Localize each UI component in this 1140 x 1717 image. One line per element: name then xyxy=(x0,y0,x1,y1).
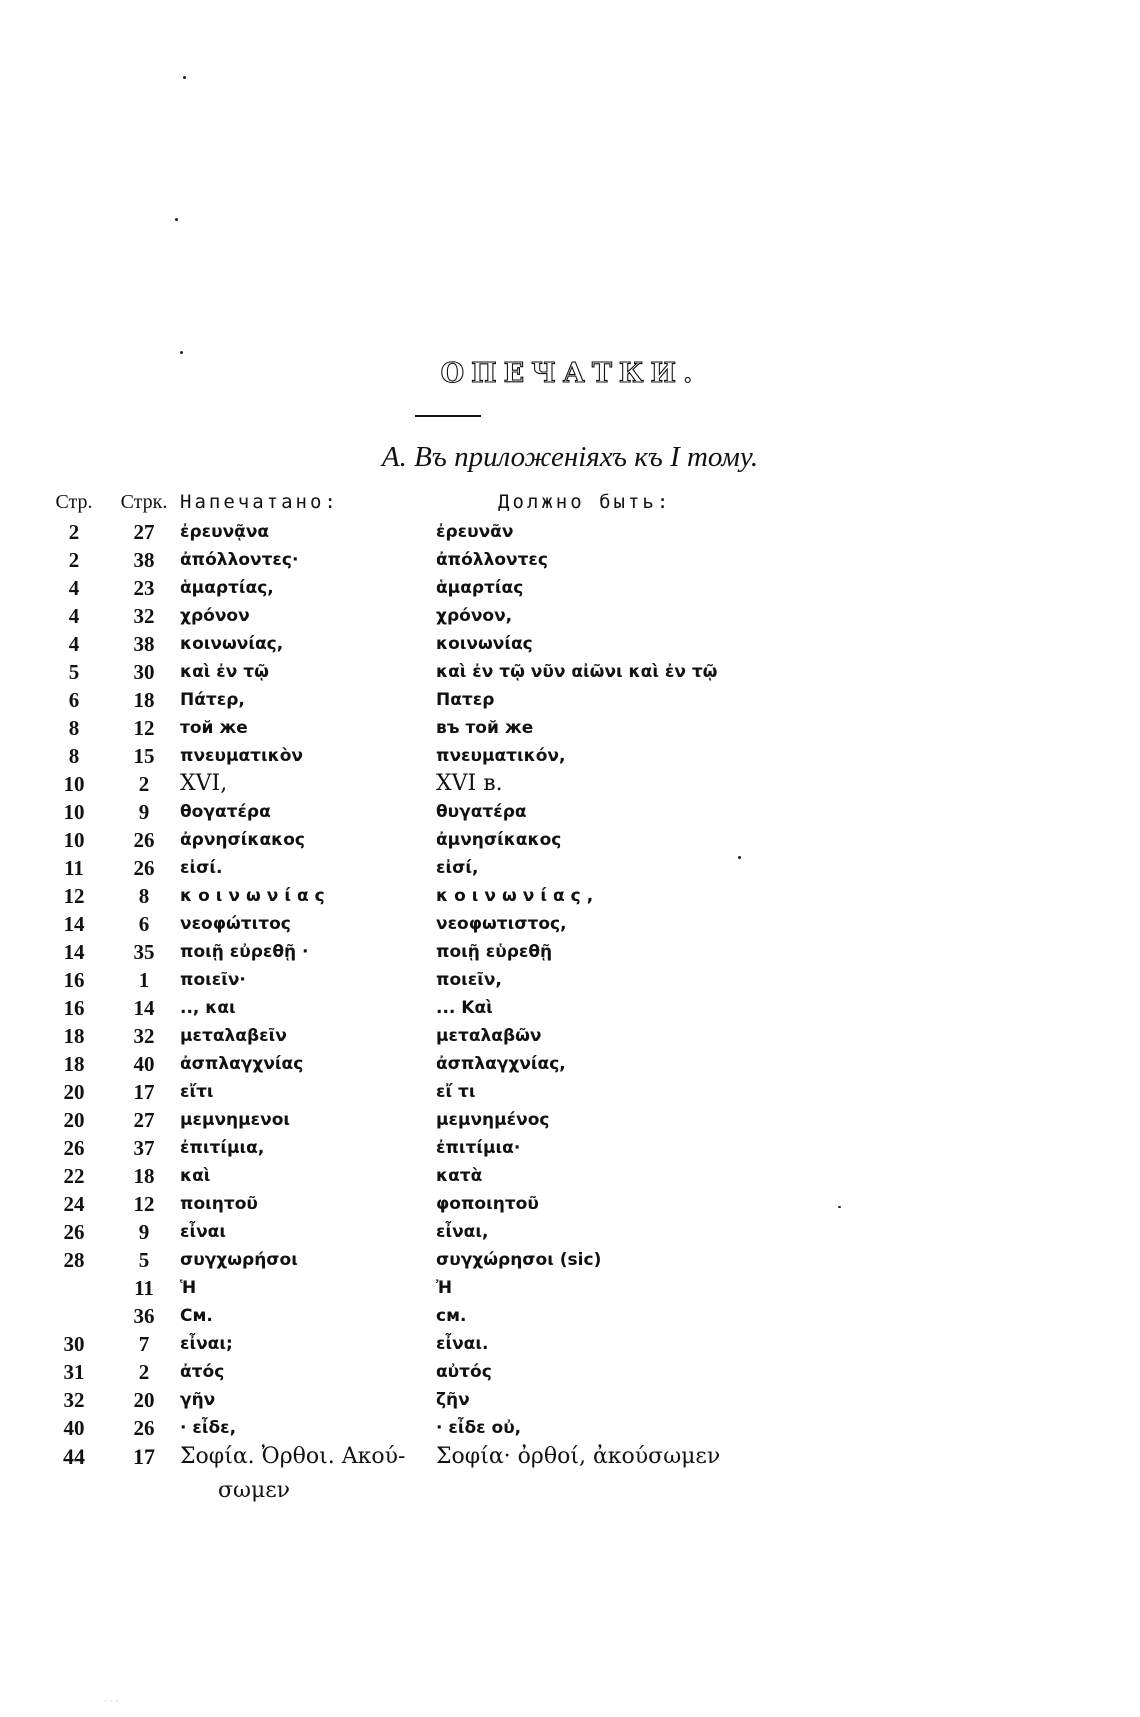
correct-text: въ той же xyxy=(436,718,534,738)
printed-text: συγχωρήσοι xyxy=(180,1250,298,1270)
correct-text: μεταλαβῶν xyxy=(436,1026,542,1046)
printed-text: ἀπόλλοντες· xyxy=(180,550,299,570)
correct-text: πνευματικόν, xyxy=(436,746,566,766)
page-number: 30 xyxy=(63,1332,85,1356)
line-number: 1 xyxy=(138,968,150,992)
errata-table xyxy=(40,487,796,1472)
page-number: 40 xyxy=(63,1416,85,1440)
printed-text: той же xyxy=(180,718,248,738)
errata-row xyxy=(40,742,796,770)
printed-text: χρόνον xyxy=(180,606,250,626)
correct-text: ... Καὶ xyxy=(436,998,493,1018)
page-number: 18 xyxy=(63,1052,85,1076)
correct-text: ἐρευνᾶν xyxy=(436,522,514,542)
errata-header-row xyxy=(40,487,796,518)
column-header-correct: Должно быть: xyxy=(498,491,672,513)
page-number: 20 xyxy=(63,1108,85,1132)
line-number: 27 xyxy=(133,1108,155,1132)
line-number: 11 xyxy=(134,1276,154,1300)
page-number: 26 xyxy=(63,1136,85,1160)
errata-row xyxy=(40,882,796,910)
footer-mark: · · · xyxy=(104,1697,119,1707)
page-number: 24 xyxy=(63,1192,85,1216)
printed-text: XVI, xyxy=(180,771,228,796)
correct-text: συγχώρησοι (sic) xyxy=(436,1250,602,1270)
correct-text: · εἶδε οὐ, xyxy=(436,1418,522,1438)
printed-text: μεταλαβεῖν xyxy=(180,1026,287,1046)
line-number: 9 xyxy=(138,800,150,824)
printed-text: εἴτι xyxy=(180,1082,214,1102)
errata-row xyxy=(40,518,796,546)
correct-text: μεμνημένος xyxy=(436,1110,550,1130)
line-number: 32 xyxy=(133,604,155,628)
printed-text: καὶ xyxy=(180,1166,211,1186)
errata-row xyxy=(40,1330,796,1358)
correct-text: κοινωνίας xyxy=(436,634,533,654)
line-number: 12 xyxy=(133,716,155,740)
line-number: 2 xyxy=(138,1360,150,1384)
page-number: 16 xyxy=(63,996,85,1020)
correct-text: ἁμαρτίας xyxy=(436,578,524,598)
printed-text: Ἡ xyxy=(180,1278,197,1298)
page-number: 6 xyxy=(68,688,80,712)
page-number: 32 xyxy=(63,1388,85,1412)
errata-row xyxy=(40,1022,796,1050)
line-number: 12 xyxy=(133,1192,155,1216)
printed-text: μεμνημενοι xyxy=(180,1110,291,1130)
page-number: 26 xyxy=(63,1220,85,1244)
page-number: 4 xyxy=(68,604,80,628)
line-number: 14 xyxy=(133,996,155,1020)
line-number: 2 xyxy=(138,772,150,796)
column-header-line: Стрк. xyxy=(120,491,168,513)
printed-text: См. xyxy=(180,1306,213,1326)
ink-speck xyxy=(175,218,178,221)
line-number: 15 xyxy=(133,744,155,768)
printed-text: ποιεῖν· xyxy=(180,970,246,990)
correct-text: καὶ ἐν τῷ νῦν αἰῶνι καὶ ἐν τῷ xyxy=(436,662,718,682)
correct-text: ἀπόλλοντες xyxy=(436,550,548,570)
ink-speck xyxy=(180,351,183,354)
errata-row xyxy=(40,1386,796,1414)
page-number: 14 xyxy=(63,912,85,936)
correct-text: ποιῇ εὑρεθῇ xyxy=(436,942,553,962)
errata-row-last xyxy=(40,1442,796,1472)
title-divider xyxy=(415,415,481,417)
page-number: 28 xyxy=(63,1248,85,1272)
correct-text: Πατερ xyxy=(436,690,495,710)
line-number: 27 xyxy=(133,520,155,544)
page-number: 8 xyxy=(68,744,80,768)
page-number: 20 xyxy=(63,1080,85,1104)
errata-row xyxy=(40,1218,796,1246)
correct-text: XVI в. xyxy=(436,771,503,796)
errata-row xyxy=(40,1050,796,1078)
printed-text: γῆν xyxy=(180,1390,216,1410)
line-number: 26 xyxy=(133,828,155,852)
page-number: 44 xyxy=(63,1444,85,1469)
line-number: 30 xyxy=(133,660,155,684)
page-number: 10 xyxy=(63,828,85,852)
line-number: 20 xyxy=(133,1388,155,1412)
printed-text: ποιητοῦ xyxy=(180,1194,258,1214)
errata-table-body xyxy=(40,487,796,1472)
line-number: 18 xyxy=(133,688,155,712)
line-number: 9 xyxy=(138,1220,150,1244)
printed-text: ἐπιτίμια, xyxy=(180,1138,265,1158)
errata-row xyxy=(40,994,796,1022)
page-number: 14 xyxy=(63,940,85,964)
line-number: 7 xyxy=(138,1332,150,1356)
line-number: 17 xyxy=(133,1080,155,1104)
errata-row xyxy=(40,798,796,826)
errata-row xyxy=(40,1190,796,1218)
printed-continuation: σωμεν xyxy=(218,1478,291,1503)
printed-text: ποιῇ εὐρεθῇ · xyxy=(180,942,309,962)
printed-text: πνευματικὸν xyxy=(180,746,303,766)
printed-text: ἁμαρτίας, xyxy=(180,578,274,598)
correct-text: χρόνον, xyxy=(436,606,513,626)
page-title: ОПЕЧАТКИ. xyxy=(440,358,700,389)
page-number: 2 xyxy=(68,520,80,544)
correct-text: θυγατέρα xyxy=(436,802,527,822)
correct-text: αὐτός xyxy=(436,1362,492,1382)
printed-text: Πάτερ, xyxy=(180,690,245,710)
page-number: 31 xyxy=(63,1360,85,1384)
page-number: 4 xyxy=(68,632,80,656)
errata-row xyxy=(40,1078,796,1106)
printed-text: ἀτός xyxy=(180,1362,225,1382)
page-number xyxy=(40,1274,108,1302)
line-number: 32 xyxy=(133,1024,155,1048)
page-number: 18 xyxy=(63,1024,85,1048)
errata-row xyxy=(40,574,796,602)
printed-text: εἰσί. xyxy=(180,858,223,878)
errata-row xyxy=(40,854,796,882)
line-number: 8 xyxy=(138,884,150,908)
errata-row xyxy=(40,1414,796,1442)
printed-text: κοινωνίας xyxy=(180,886,331,906)
printed-text: καὶ ἐν τῷ xyxy=(180,662,269,682)
printed-text: · εἶδε, xyxy=(180,1418,237,1438)
page-number: 10 xyxy=(63,772,85,796)
page-number xyxy=(40,1302,108,1330)
errata-row xyxy=(40,1162,796,1190)
printed-text: κοινωνίας, xyxy=(180,634,284,654)
printed-text: εἶναι xyxy=(180,1222,226,1242)
printed-text: ἀσπλαγχνίας xyxy=(180,1054,304,1074)
correct-text: εἰσί, xyxy=(436,858,479,878)
errata-row xyxy=(40,1302,796,1330)
line-number: 6 xyxy=(138,912,150,936)
errata-row xyxy=(40,770,796,798)
correct-text: εἶναι, xyxy=(436,1222,489,1242)
correct-text: νεοφωτιστος, xyxy=(436,914,567,934)
page-number: 11 xyxy=(64,856,84,880)
page-number: 10 xyxy=(63,800,85,824)
line-number: 17 xyxy=(133,1444,155,1469)
errata-row xyxy=(40,686,796,714)
correct-text: Ἠ xyxy=(436,1278,453,1298)
line-number: 38 xyxy=(133,632,155,656)
page-number: 22 xyxy=(63,1164,85,1188)
errata-row xyxy=(40,658,796,686)
errata-row xyxy=(40,1274,796,1302)
errata-row xyxy=(40,1134,796,1162)
correct-text: κατὰ xyxy=(436,1166,483,1186)
errata-row xyxy=(40,826,796,854)
line-number: 26 xyxy=(133,856,155,880)
errata-row xyxy=(40,1358,796,1386)
page-number: 12 xyxy=(63,884,85,908)
correct-text: κοινωνίας, xyxy=(436,886,600,906)
column-header-page: Стр. xyxy=(55,491,93,513)
errata-row xyxy=(40,910,796,938)
correct-text: см. xyxy=(436,1306,467,1326)
correct-text: ἐπιτίμια· xyxy=(436,1138,521,1158)
correct-text: ἀμνησίκακος xyxy=(436,830,562,850)
errata-row xyxy=(40,602,796,630)
line-number: 38 xyxy=(133,548,155,572)
line-number: 18 xyxy=(133,1164,155,1188)
printed-text: νεοφώτιτος xyxy=(180,914,291,934)
errata-row xyxy=(40,630,796,658)
line-number: 26 xyxy=(133,1416,155,1440)
errata-row xyxy=(40,938,796,966)
line-number: 37 xyxy=(133,1136,155,1160)
page-number: 8 xyxy=(68,716,80,740)
page-number: 2 xyxy=(68,548,80,572)
printed-text: ἐρευνᾷνα xyxy=(180,522,270,542)
errata-row xyxy=(40,546,796,574)
line-number: 36 xyxy=(133,1304,155,1328)
ink-speck xyxy=(838,1206,841,1208)
correct-text: ἀσπλαγχνίας, xyxy=(436,1054,566,1074)
page-number: 16 xyxy=(63,968,85,992)
printed-text: .., και xyxy=(180,998,236,1018)
printed-text: εἶναι; xyxy=(180,1334,233,1354)
correct-text: Σοφία· ὀρθοί, ἀκούσωμεν xyxy=(436,1444,721,1469)
correct-text: ζῆν xyxy=(436,1390,470,1410)
errata-row xyxy=(40,1106,796,1134)
line-number: 40 xyxy=(133,1052,155,1076)
errata-row xyxy=(40,1246,796,1274)
column-header-printed: Напечатано: xyxy=(180,491,339,513)
correct-text: φοποιητοῦ xyxy=(436,1194,539,1214)
page-number: 5 xyxy=(68,660,80,684)
correct-text: εἶναι. xyxy=(436,1334,489,1354)
line-number: 5 xyxy=(138,1248,150,1272)
printed-text: Σοφία. Ὀρθοι. Ακού- xyxy=(180,1444,406,1469)
errata-row xyxy=(40,714,796,742)
correct-text: εἴ τι xyxy=(436,1082,476,1102)
printed-text: ἀρνησίκακος xyxy=(180,830,305,850)
line-number: 35 xyxy=(133,940,155,964)
errata-row xyxy=(40,966,796,994)
section-heading: А. Въ приложеніяхъ къ I тому. xyxy=(381,441,759,473)
ink-speck xyxy=(183,76,186,79)
printed-text: θογατέρα xyxy=(180,802,271,822)
page-number: 4 xyxy=(68,576,80,600)
line-number: 23 xyxy=(133,576,155,600)
correct-text: ποιεῖν, xyxy=(436,970,502,990)
